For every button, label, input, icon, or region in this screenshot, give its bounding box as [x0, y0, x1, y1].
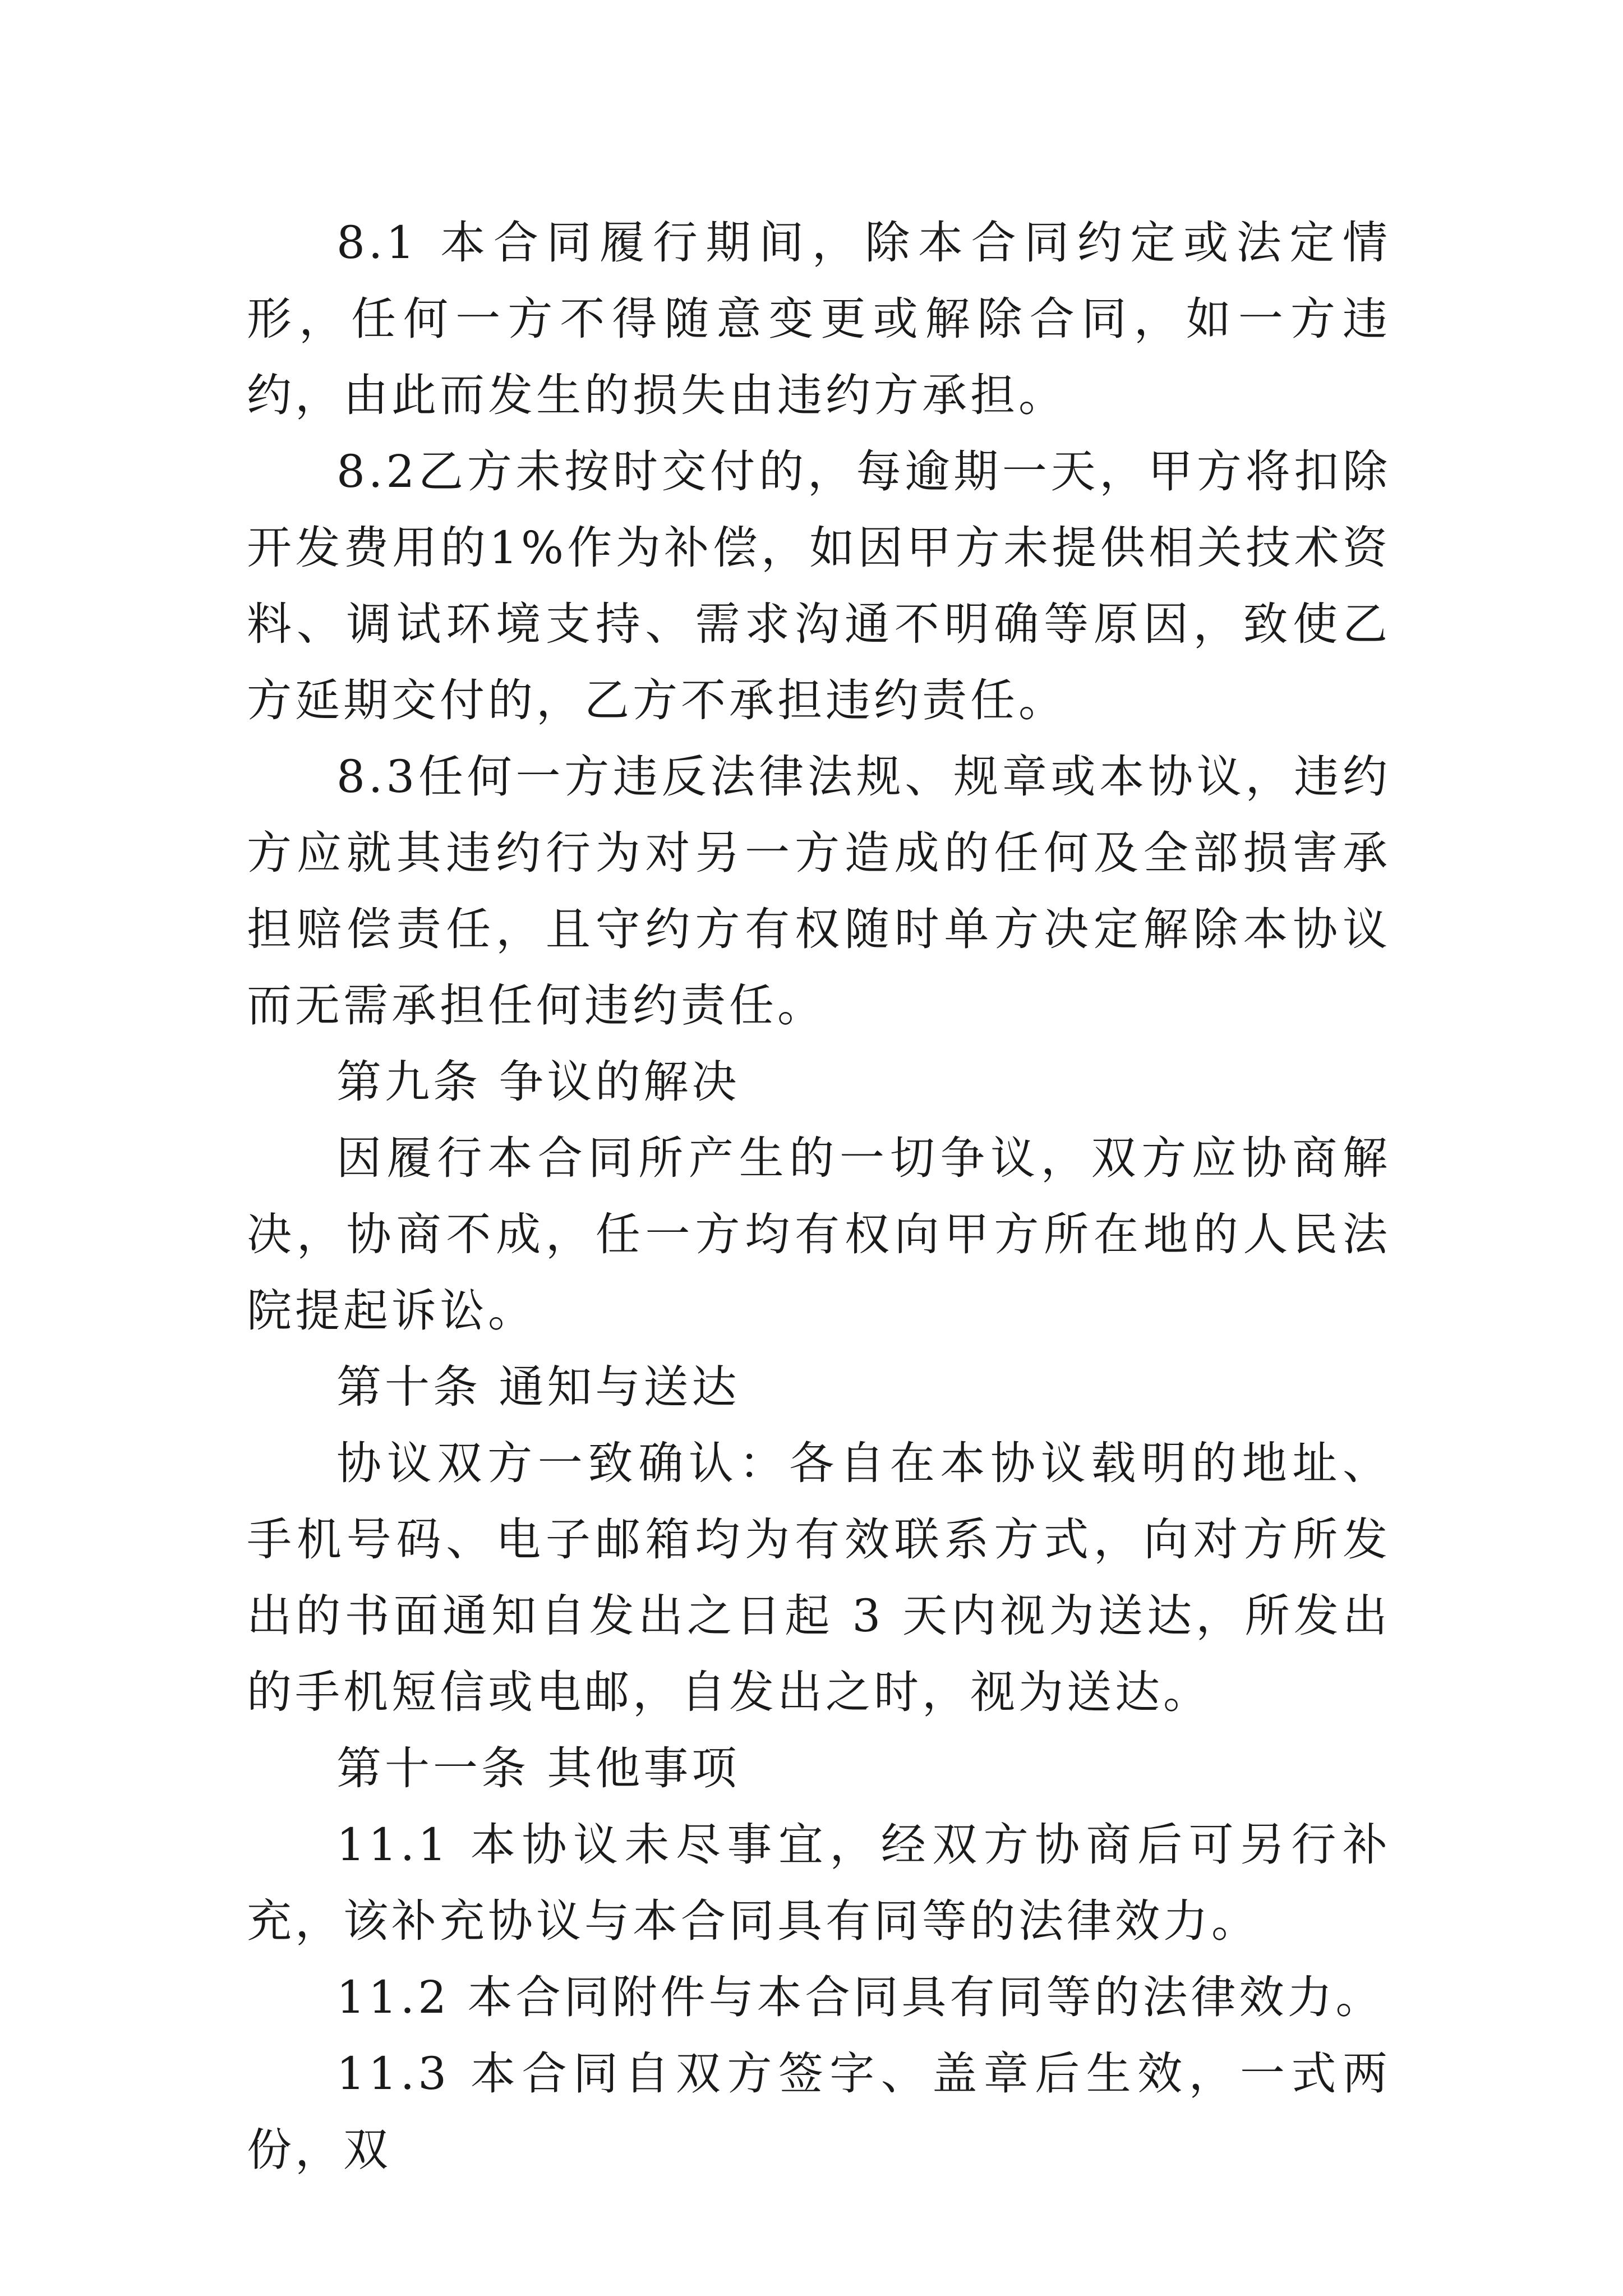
article-10-heading: 第十条 通知与送达: [336, 1361, 740, 1413]
clause-8-1: 8.1 本合同履行期间，除本合同约定或法定情形，任何一方不得随意变更或解除合同，如一方违约，由此而发生的损失由违约方承担。: [247, 217, 1391, 421]
article-10-text: 协议双方一致确认：各自在本协议载明的地址、手机号码、电子邮箱均为有效联系方式，向对方所发出的书面通知自发出之日起 3 天内视为送达，所发出的手机短信或电邮，自发出之时，视为送达。: [247, 1437, 1391, 1718]
clause-11-1: 11.1 本协议未尽事宜，经双方协商后可另行补充，该补充协议与本合同具有同等的法律效力。: [247, 1819, 1391, 1947]
clause-11-3: 11.3 本合同自双方签字、盖章后生效，一式两份，双: [247, 2047, 1391, 2176]
clause-11-2: 11.2 本合同附件与本合同具有同等的法律效力。: [336, 1971, 1384, 2023]
article-9-heading: 第九条 争议的解决: [336, 1056, 740, 1108]
article-11-heading: 第十一条 其他事项: [336, 1742, 740, 1795]
article-9-text: 因履行本合同所产生的一切争议，双方应协商解决，协商不成，任一方均有权向甲方所在地的人民法院提起诉讼。: [247, 1132, 1391, 1337]
clause-8-2: 8.2乙方未按时交付的，每逾期一天，甲方将扣除开发费用的1%作为补偿，如因甲方未提供相关技术资料、调试环境支持、需求沟通不明确等原因，致使乙方延期交付的，乙方不承担违约责任。: [247, 445, 1391, 726]
document-body: [247, 205, 1391, 2188]
clause-8-3: 8.3任何一方违反法律法规、规章或本协议，违约方应就其违约行为对另一方造成的任何及全部损害承担赔偿责任，且守约方有权随时单方决定解除本协议而无需承担任何违约责任。: [247, 751, 1391, 1032]
